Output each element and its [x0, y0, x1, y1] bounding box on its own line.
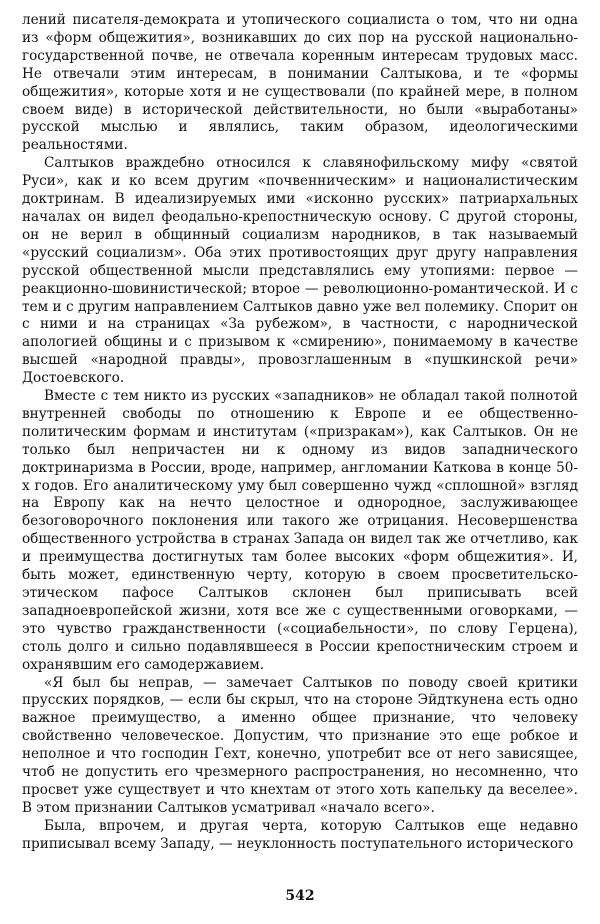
paragraph-2: Салтыков враждебно относился к славянофильскому мифу «святой Руси», как и ко всем другим «почвенническим» и националистическим доктринам. В идеализируемых ими «исконно русских» патриархальных началах он видел феодально-крепостническую основу. С другой стороны, он не верил в общинный социализм народников, в так называемый «русский социализм». Оба этих противостоящих друг другу направления русской общественной мысли представлялись ему утопиями: первое — реакционно-шовинистической; второе — революционно-романтической. И с тем и с другим направлением Салтыков давно уже вел полемику. Спорит он с ними и на страницах «За рубежом», в частности, с народнической апологией общины и с призывом к «смирению», понимаемому в качестве высшей «народной правды», провозглашенным в «пушкинской речи» Достоевского.	[22, 155, 578, 387]
page-number: 542	[285, 888, 315, 904]
paragraph-1: лений писателя-демократа и утопического социалиста о том, что ни одна из «форм общежития», возникавших до сих пор на русской национально-государственной почве, не отвечала коренным интересам трудовых масс. Не отвечали этим интересам, в понимании Салтыкова, и те «формы общежития», которые хотя и не существовали (по крайней мере, в полном своем виде) в исторической действительности, но были «выработаны» русской мыслью и являлись, таким образом, идеологическими реальностями.	[22, 12, 578, 154]
paragraph-5: Была, впрочем, и другая черта, которую Салтыков еще недавно приписывал всему Западу, — неуклонность поступательного исторического	[22, 817, 578, 852]
paragraph-3: Вместе с тем никто из русских «западников» не обладал такой полнотой внутренней свободы по отношению к Европе и ее общественно-политическим формам и институтам («призракам»), как Салтыков. Он не только был непричастен ни к одному из видов западнического доктринаризма в России, вроде, например, англомании Каткова в конце 50-х годов. Его аналитическому уму был совершенно чужд «сплошной» взгляд на Европу как на нечто целостное и однородное, заслуживающее безоговорочного поклонения или такого же отрицания. Несовершенства общественного устройства в странах Запада он видел так же отчетливо, как и преимущества достигнутых там более высоких «форм общежития». И, быть может, единственную черту, которую в своем просветительско-этическом пафосе Салтыков склонен был приписывать всей западноевропейской жизни, хотя все же с существенными оговорками, — это чувство гражданственности («социабельности», по слову Герцена), столь долго и сильно подавлявшееся в России крепостническим строем и охранявшим его самодержавием.	[22, 388, 578, 673]
paragraph-4: «Я был бы неправ, — замечает Салтыков по поводу своей критики прусских порядков, — если бы скрыл, что на стороне Эйдткунена есть одно важное преимущество, а именно общее признание, что человеку свойственно человеческое. Допустим, что признание это еще робкое и неполное и что господин Гехт, конечно, употребит все от него зависящее, чтоб не допустить его чрезмерного распространения, но несомненно, что просвет уже существует и что кнехтам от этого хоть капельку да веселее». В этом признании Салтыков усматривал «начало всего».	[22, 674, 578, 816]
page-body	[22, 12, 578, 854]
